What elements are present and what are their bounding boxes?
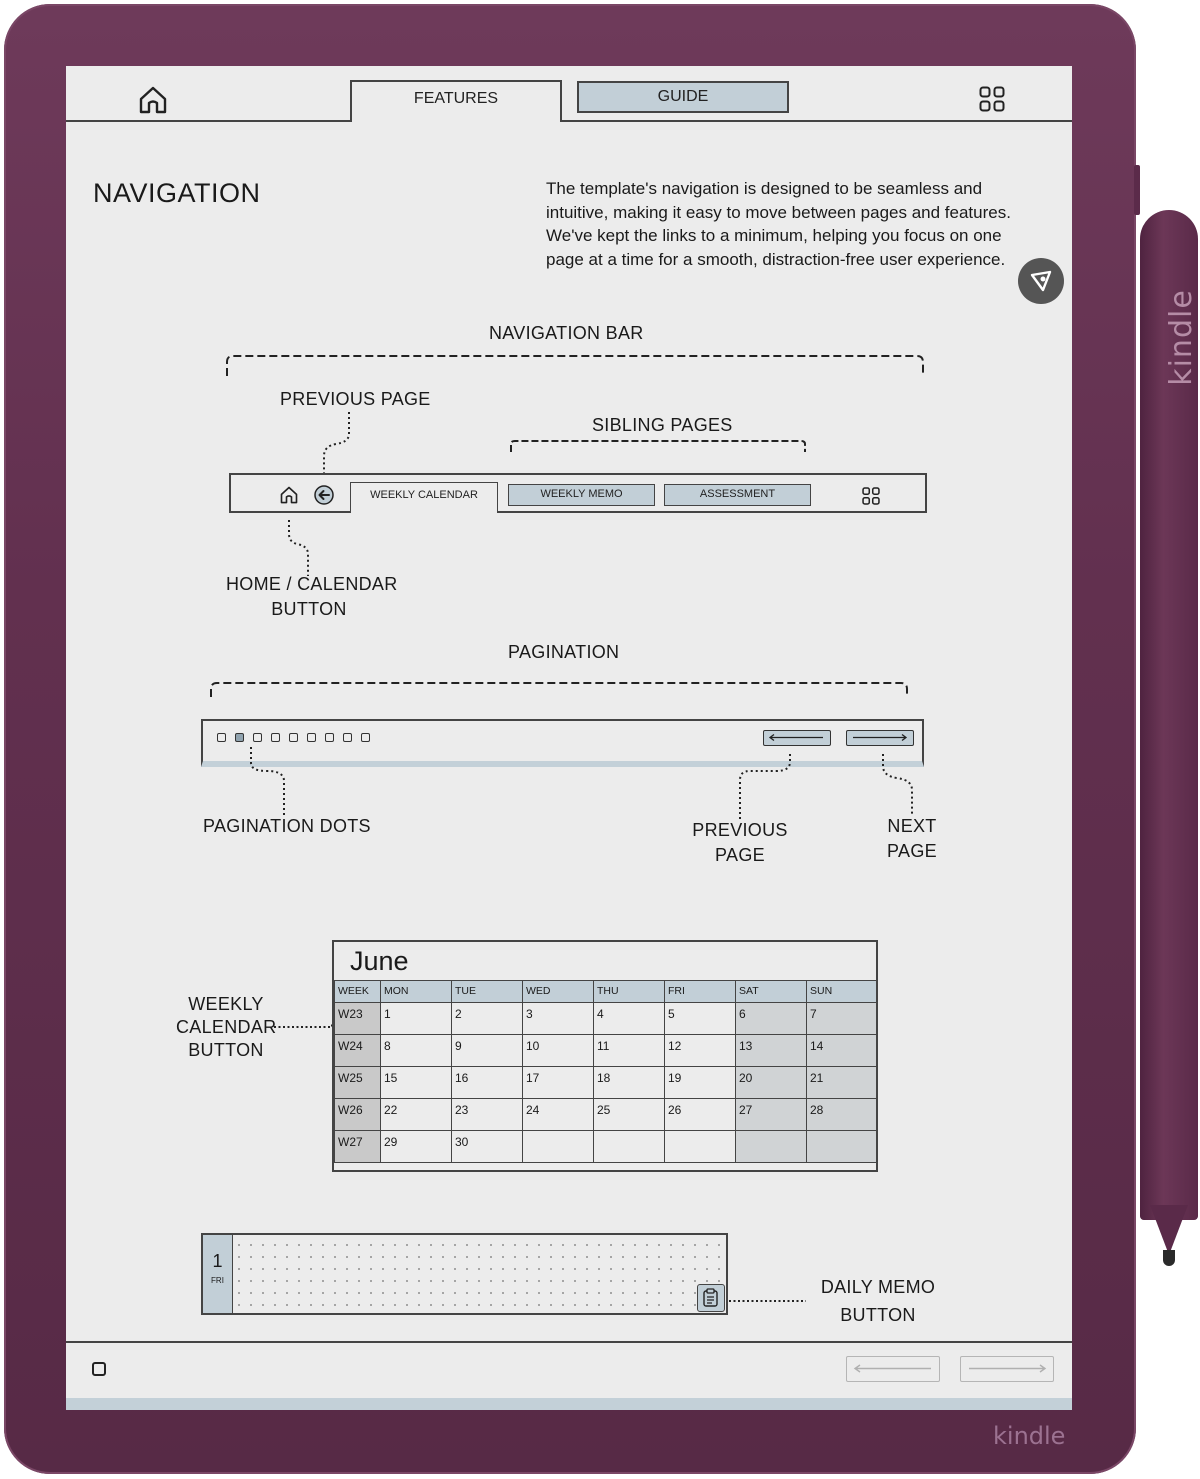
grid-icon <box>862 487 880 505</box>
week-number-cell: W25 <box>335 1067 381 1099</box>
day-cell: 4 <box>594 1003 665 1035</box>
daily-memo-label-line2: BUTTON <box>840 1305 916 1325</box>
tab-guide[interactable]: GUIDE <box>577 81 789 113</box>
pagination-bracket <box>208 677 910 701</box>
calendar-week-row <box>335 1035 877 1067</box>
mock-previous-page-button <box>763 730 831 746</box>
weekly-calendar-label-line1: WEEKLY <box>188 994 264 1014</box>
previous-page-label-line2: PAGE <box>715 845 765 865</box>
pagination-dots-connector <box>247 745 289 819</box>
weekend-day-cell: 14 <box>807 1035 877 1067</box>
home-calendar-label-line1: HOME / CALENDAR <box>226 574 398 594</box>
pagination-dots-label: PAGINATION DOTS <box>203 816 371 836</box>
day-cell: 1 <box>381 1003 452 1035</box>
day-cell: 25 <box>594 1099 665 1131</box>
mock-next-page-button <box>846 730 914 746</box>
pagination-dot <box>307 733 316 742</box>
day-cell: 18 <box>594 1067 665 1099</box>
stylus-brand: kindle <box>1163 289 1199 386</box>
weekend-day-cell: 13 <box>736 1035 807 1067</box>
back-arrow-icon <box>314 485 334 505</box>
weekly-calendar-label-line2: CALENDAR <box>176 1017 277 1037</box>
weekend-day-cell: 7 <box>807 1003 877 1035</box>
grid-icon[interactable] <box>979 86 1005 112</box>
day-cell: 12 <box>665 1035 736 1067</box>
home-icon[interactable] <box>137 84 169 116</box>
day-cell: 22 <box>381 1099 452 1131</box>
day-cell: 19 <box>665 1067 736 1099</box>
calendar-week-row <box>335 1131 877 1163</box>
screen-footer-strip <box>66 1398 1072 1410</box>
weekend-day-cell <box>807 1131 877 1163</box>
day-cell: 8 <box>381 1035 452 1067</box>
daily-memo-label-line1: DAILY MEMO <box>820 1277 936 1297</box>
pagination-heading: PAGINATION <box>508 642 620 662</box>
clipboard-icon <box>698 1285 723 1310</box>
calendar-header-cell: TUE <box>452 981 523 1003</box>
calendar-header-cell: WED <box>523 981 594 1003</box>
day-cell: 2 <box>452 1003 523 1035</box>
next-page-connector <box>879 752 919 816</box>
calendar-header-cell: WEEK <box>335 981 381 1003</box>
calendar-grid <box>334 980 877 1163</box>
pagination-dot <box>289 733 298 742</box>
home-icon <box>279 485 299 505</box>
day-cell <box>594 1131 665 1163</box>
memo-weekday: FRI <box>211 1276 224 1285</box>
pen-nib-icon <box>1018 258 1064 304</box>
daily-memo-connector <box>727 1295 809 1307</box>
calendar-header-cell: SUN <box>807 981 877 1003</box>
arrow-left-icon <box>847 1357 938 1380</box>
day-cell: 9 <box>452 1035 523 1067</box>
weekend-day-cell <box>736 1131 807 1163</box>
pagination-dot <box>343 733 352 742</box>
day-cell: 24 <box>523 1099 594 1131</box>
pagination-dot <box>361 733 370 742</box>
previous-page-connector <box>736 752 796 824</box>
pagination-dot <box>271 733 280 742</box>
sibling-pages-bracket <box>508 436 808 456</box>
device-side-button <box>1134 165 1140 215</box>
previous-page-button[interactable] <box>846 1356 940 1382</box>
page-title: NAVIGATION <box>93 178 261 208</box>
pen-tool-button[interactable] <box>1018 258 1064 304</box>
memo-day-number: 1 <box>212 1251 223 1271</box>
next-page-label-line1: NEXT <box>887 816 937 836</box>
day-cell: 15 <box>381 1067 452 1099</box>
calendar-header-row <box>335 981 877 1003</box>
sibling-pages-label: SIBLING PAGES <box>592 415 733 435</box>
day-cell: 10 <box>523 1035 594 1067</box>
pagination-dot <box>253 733 262 742</box>
calendar-week-row <box>335 1067 877 1099</box>
home-calendar-label-line2: BUTTON <box>271 599 347 619</box>
weekend-day-cell: 6 <box>736 1003 807 1035</box>
day-cell: 23 <box>452 1099 523 1131</box>
top-nav-divider <box>66 120 1072 122</box>
mock-tab-weekly-memo: WEEKLY MEMO <box>508 484 655 506</box>
home-calendar-connector <box>283 518 315 578</box>
day-cell: 26 <box>665 1099 736 1131</box>
pagination-dot <box>217 733 226 742</box>
arrow-right-icon <box>961 1357 1052 1380</box>
stylus-cone <box>1150 1205 1188 1255</box>
week-number-cell: W24 <box>335 1035 381 1067</box>
day-cell <box>665 1131 736 1163</box>
previous-page-connector <box>316 410 356 476</box>
pagination-dot <box>325 733 334 742</box>
daily-memo-button <box>697 1284 725 1312</box>
day-cell: 3 <box>523 1003 594 1035</box>
intro-paragraph: The template's navigation is designed to be seamless and intuitive, making it easy to move between pages and features. We've kept the links to a minimum, helping you focus on one page at a time for a smooth, distraction-free user experience. <box>546 179 1011 270</box>
pagination-dot-active <box>235 733 244 742</box>
previous-page-label: PREVIOUS PAGE <box>280 389 431 409</box>
arrow-left-icon <box>764 731 829 744</box>
calendar-week-row <box>335 1003 877 1035</box>
stylus-tip <box>1163 1250 1175 1266</box>
weekly-calendar-label-line3: BUTTON <box>188 1040 264 1060</box>
calendar-week-row <box>335 1099 877 1131</box>
next-page-label-line2: PAGE <box>887 841 937 861</box>
calendar-header-cell: FRI <box>665 981 736 1003</box>
day-cell: 11 <box>594 1035 665 1067</box>
week-number-cell: W27 <box>335 1131 381 1163</box>
week-number-cell: W26 <box>335 1099 381 1131</box>
day-cell <box>523 1131 594 1163</box>
previous-page-label-line1: PREVIOUS <box>692 820 788 840</box>
square-icon[interactable] <box>92 1362 106 1376</box>
day-cell: 30 <box>452 1131 523 1163</box>
bottom-bar-divider <box>66 1341 1072 1343</box>
weekend-day-cell: 28 <box>807 1099 877 1131</box>
navigation-bar-bracket <box>224 350 926 380</box>
weekend-day-cell: 21 <box>807 1067 877 1099</box>
day-cell: 17 <box>523 1067 594 1099</box>
arrow-right-icon <box>847 731 912 744</box>
next-page-button[interactable] <box>960 1356 1054 1382</box>
week-number-cell: W23 <box>335 1003 381 1035</box>
memo-date-column <box>203 1235 233 1313</box>
mock-daily-memo-strip <box>201 1233 728 1315</box>
tab-features[interactable]: FEATURES <box>350 80 562 122</box>
calendar-month-title: June <box>350 946 409 976</box>
calendar-header-cell: THU <box>594 981 665 1003</box>
weekend-day-cell: 20 <box>736 1067 807 1099</box>
weekend-day-cell: 27 <box>736 1099 807 1131</box>
navigation-bar-heading: NAVIGATION BAR <box>489 323 644 343</box>
day-cell: 5 <box>665 1003 736 1035</box>
day-cell: 29 <box>381 1131 452 1163</box>
mock-tab-weekly-calendar: WEEKLY CALENDAR <box>350 482 498 513</box>
calendar-header-cell: MON <box>381 981 452 1003</box>
calendar-header-cell: SAT <box>736 981 807 1003</box>
mock-tab-assessment: ASSESSMENT <box>664 484 811 506</box>
day-cell: 16 <box>452 1067 523 1099</box>
device-brand-logo: kindle <box>993 1422 1066 1450</box>
